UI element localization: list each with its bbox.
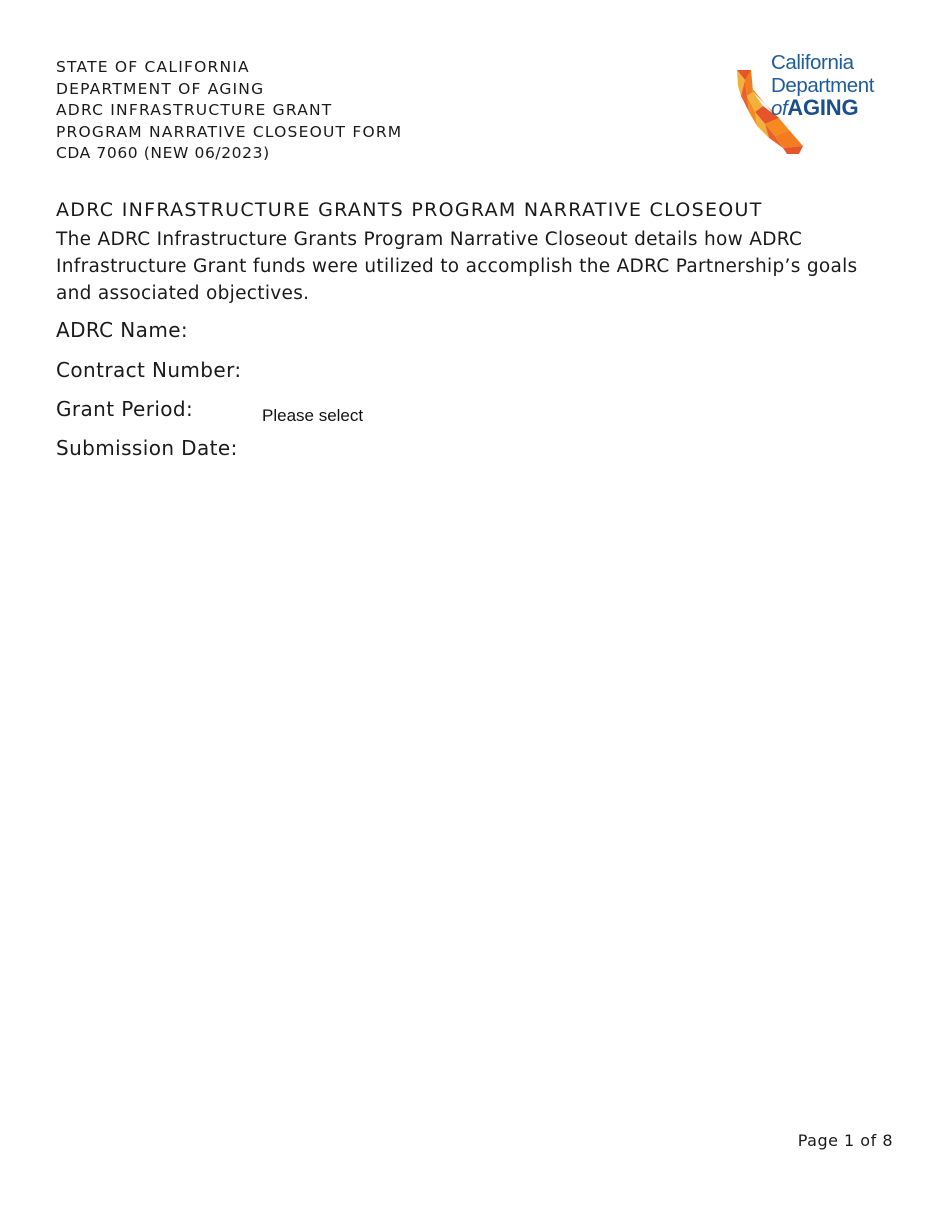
adrc-name-label: ADRC Name: [56,318,189,342]
submission-date-label: Submission Date: [56,436,238,460]
header-line-department: DEPARTMENT OF AGING [56,79,265,98]
header-line-state: STATE OF CALIFORNIA [56,58,250,76]
logo-wordmark [771,52,874,121]
logo-of: of [771,97,788,120]
contract-number-label: Contract Number: [56,358,242,382]
grant-period-select[interactable]: Please select [262,406,364,425]
logo-aging: AGING [787,95,859,120]
page-number: Page 1 of 8 [797,1131,893,1150]
form-header [56,57,402,165]
header-line-form-title: PROGRAM NARRATIVE CLOSEOUT FORM [56,122,403,141]
logo-line-department: Department [771,73,875,97]
header-line-grant: ADRC INFRASTRUCTURE GRANT [56,101,333,119]
logo-line-aging [771,97,874,121]
grant-period-label: Grant Period: [56,397,194,421]
cda-logo [735,52,900,156]
intro-paragraph: The ADRC Infrastructure Grants Program Narrative Closeout details how ADRC Infrastructure Grant funds were utilized to accomplish the ADRC Partnership’s goals and associated objectives. [56,229,858,304]
header-line-form-number: CDA 7060 (NEW 06/2023) [56,144,270,162]
logo-line-california: California [771,51,854,74]
page-title: ADRC INFRASTRUCTURE GRANTS PROGRAM NARRATIVE CLOSEOUT [56,199,763,221]
